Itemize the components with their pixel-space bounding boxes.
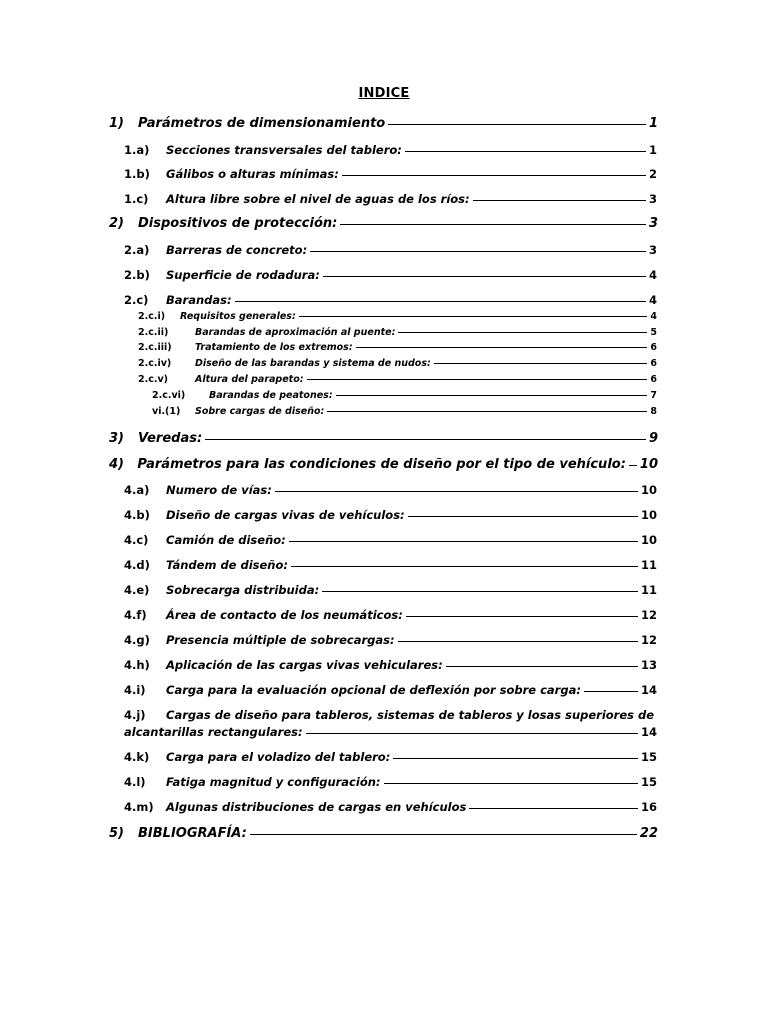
toc-entry-number: 1.b): [124, 167, 150, 181]
toc-entry-text: Barandas de peatones:: [209, 390, 333, 401]
toc-entry[interactable]: [124, 483, 657, 497]
toc-entry-text: Dispositivos de protección:: [138, 216, 338, 231]
toc-leader-line: [342, 175, 646, 176]
toc-entry-number: 4.i): [124, 683, 146, 697]
toc-entry[interactable]: [124, 583, 657, 597]
toc-leader-line: [388, 124, 646, 125]
toc-entry[interactable]: [138, 374, 657, 385]
toc-entry-text: Barandas de aproximación al puente:: [195, 327, 396, 338]
toc-entry-number: 4): [109, 457, 124, 472]
toc-entry-number: 1.c): [124, 192, 149, 206]
toc-page-number: 1: [648, 143, 657, 157]
toc-entry[interactable]: [124, 683, 657, 697]
toc-entry-text: Parámetros de dimensionamiento: [138, 116, 386, 131]
toc-leader-line: [584, 691, 638, 692]
toc-entry[interactable]: [124, 508, 657, 522]
toc-leader-line: [469, 808, 638, 809]
toc-entry-number: vi.(1): [152, 406, 181, 417]
toc-entry-number: 4.l): [124, 775, 146, 789]
toc-leader-line: [408, 516, 638, 517]
toc-leader-line: [299, 316, 648, 317]
toc-entry[interactable]: [138, 358, 657, 369]
toc-page-number: 8: [650, 406, 657, 417]
toc-page-number: 15: [640, 775, 657, 789]
toc-entry[interactable]: [109, 457, 658, 472]
toc-entry[interactable]: [109, 216, 658, 231]
toc-page-number: 12: [640, 633, 657, 647]
toc-leader-line: [473, 200, 646, 201]
toc-entry-number: 2.c.iii): [138, 342, 172, 353]
toc-leader-line: [356, 347, 648, 348]
toc-entry-text: Tratamiento de los extremos:: [195, 342, 353, 353]
toc-entry[interactable]: [124, 268, 657, 282]
toc-entry-text: Altura libre sobre el nivel de aguas de los ríos:: [166, 192, 470, 206]
toc-entry-text: Numero de vías:: [166, 483, 272, 497]
toc-leader-line: [307, 379, 648, 380]
toc-page-number: 6: [650, 342, 657, 353]
toc-entry[interactable]: [124, 558, 657, 572]
toc-page-number: 22: [639, 826, 658, 841]
toc-entry-number: 4.a): [124, 483, 150, 497]
toc-entry-number: 4.k): [124, 750, 150, 764]
toc-entry-text: Aplicación de las cargas vivas vehiculares:: [166, 658, 443, 672]
toc-entry[interactable]: [124, 192, 657, 206]
toc-entry-text: Sobrecarga distribuida:: [166, 583, 320, 597]
toc-entry-number: 5): [109, 826, 124, 841]
toc-page-number: 3: [648, 243, 657, 257]
toc-entry-number: 3): [109, 431, 124, 446]
toc-entry-number: 4.b): [124, 508, 150, 522]
toc-page-number: 4: [648, 293, 657, 307]
toc-page-number: 9: [648, 431, 658, 446]
toc-leader-line: [323, 276, 646, 277]
toc-entry[interactable]: [109, 116, 658, 131]
toc-entry[interactable]: [124, 708, 654, 722]
toc-entry-text: Área de contacto de los neumáticos:: [166, 608, 403, 622]
toc-entry-text: Cargas de diseño para tableros, sistemas de tableros y losas superiores de: [166, 708, 655, 722]
toc-entry-text: Superficie de rodadura:: [166, 268, 320, 282]
toc-entry-text: Diseño de cargas vivas de vehículos:: [166, 508, 405, 522]
toc-entry-text-continued: alcantarillas rectangulares:: [124, 725, 303, 739]
toc-leader-line: [322, 591, 638, 592]
toc-entry-number: 4.g): [124, 633, 150, 647]
toc-entry-text: Barandas:: [166, 293, 232, 307]
toc-page-number: 13: [640, 658, 657, 672]
toc-page-number: 2: [648, 167, 657, 181]
toc-entry-text: Carga para la evaluación opcional de deflexión por sobre carga:: [166, 683, 581, 697]
toc-entry[interactable]: [138, 311, 657, 322]
index-title: INDICE: [358, 86, 410, 101]
toc-entry-text: Carga para el voladizo del tablero:: [166, 750, 391, 764]
toc-leader-line: [289, 541, 638, 542]
toc-entry-text: Barreras de concreto:: [166, 243, 308, 257]
toc-page-number: 10: [639, 457, 658, 472]
toc-leader-line: [310, 251, 646, 252]
toc-leader-line: [327, 411, 647, 412]
toc-page-number: 3: [648, 192, 657, 206]
toc-leader-line: [336, 395, 648, 396]
toc-page-number: 7: [650, 390, 657, 401]
toc-entry[interactable]: [124, 750, 657, 764]
toc-entry-text: Algunas distribuciones de cargas en vehículos: [166, 800, 467, 814]
toc-page-number: 6: [650, 374, 657, 385]
toc-entry[interactable]: [109, 826, 658, 841]
toc-leader-line: [235, 301, 646, 302]
toc-leader-line: [393, 758, 638, 759]
toc-entry-number: 4.c): [124, 533, 149, 547]
toc-entry-number: 2): [109, 216, 124, 231]
toc-page-number: 10: [640, 483, 657, 497]
toc-entry-number: 4.e): [124, 583, 150, 597]
toc-leader-line: [250, 834, 637, 835]
toc-page-number: 10: [640, 533, 657, 547]
toc-entry-number: 4.d): [124, 558, 150, 572]
toc-entry[interactable]: [138, 342, 657, 353]
toc-entry-text: Altura del parapeto:: [195, 374, 304, 385]
toc-entry-number: 2.c): [124, 293, 149, 307]
toc-page-number: 16: [640, 800, 657, 814]
toc-entry[interactable]: [124, 143, 657, 157]
toc-entry-number: 2.c.vi): [152, 390, 186, 401]
toc-entry-number: 2.c.ii): [138, 327, 169, 338]
toc-entry-number: 4.f): [124, 608, 147, 622]
toc-entry-continuation[interactable]: [124, 725, 657, 739]
toc-page-number: 11: [640, 558, 657, 572]
toc-leader-line: [275, 491, 638, 492]
toc-leader-line: [291, 566, 638, 567]
toc-page-number: 14: [640, 683, 657, 697]
toc-leader-line: [398, 641, 638, 642]
toc-entry[interactable]: [124, 293, 657, 307]
toc-page-number: 11: [640, 583, 657, 597]
toc-page-number: 14: [640, 725, 657, 739]
toc-entry-text: Veredas:: [138, 431, 203, 446]
toc-entry[interactable]: [152, 390, 657, 401]
toc-entry[interactable]: [109, 431, 658, 446]
toc-entry-text: Tándem de diseño:: [166, 558, 288, 572]
toc-entry-number: 2.c.v): [138, 374, 168, 385]
toc-entry[interactable]: [124, 243, 657, 257]
toc-entry[interactable]: [124, 167, 657, 181]
toc-entry-number: 4.h): [124, 658, 150, 672]
toc-entry-text: Gálibos o alturas mínimas:: [166, 167, 339, 181]
toc-leader-line: [405, 151, 646, 152]
toc-entry[interactable]: [124, 633, 657, 647]
toc-page-number: 15: [640, 750, 657, 764]
toc-leader-line: [406, 616, 638, 617]
toc-page-number: 3: [648, 216, 658, 231]
toc-entry-number: 1.a): [124, 143, 150, 157]
toc-entry-number: 2.c.iv): [138, 358, 172, 369]
toc-entry[interactable]: [124, 533, 657, 547]
toc-entry-text: Sobre cargas de diseño:: [195, 406, 325, 417]
toc-leader-line: [384, 783, 638, 784]
toc-page-number: 12: [640, 608, 657, 622]
toc-leader-line: [398, 332, 647, 333]
toc-leader-line: [434, 363, 648, 364]
toc-leader-line: [629, 465, 637, 466]
toc-page-number: 1: [648, 116, 658, 131]
toc-entry-text: Parámetros para las condiciones de diseño por el tipo de vehículo:: [137, 457, 626, 472]
toc-entry-text: Camión de diseño:: [166, 533, 286, 547]
toc-entry-number: 2.c.i): [138, 311, 166, 322]
toc-page-number: 4: [648, 268, 657, 282]
toc-page-number: 6: [650, 358, 657, 369]
toc-entry-number: 2.a): [124, 243, 150, 257]
toc-entry[interactable]: [124, 608, 657, 622]
toc-entry[interactable]: [152, 406, 657, 417]
toc-entry[interactable]: [138, 327, 657, 338]
toc-page-number: 5: [650, 327, 657, 338]
toc-entry[interactable]: [124, 658, 657, 672]
toc-page-number: 10: [640, 508, 657, 522]
toc-entry-text: Fatiga magnitud y configuración:: [166, 775, 381, 789]
toc-leader-line: [446, 666, 638, 667]
toc-entry-text: Secciones transversales del tablero:: [166, 143, 402, 157]
toc-entry-number: 4.j): [124, 708, 146, 722]
toc-leader-line: [340, 224, 646, 225]
toc-leader-line: [306, 733, 638, 734]
toc-page-number: 4: [650, 311, 657, 322]
toc-entry-text: Diseño de las barandas y sistema de nudos:: [195, 358, 431, 369]
toc-entry[interactable]: [124, 775, 657, 789]
toc-leader-line: [205, 439, 646, 440]
toc-entry-text: BIBLIOGRAFÍA:: [138, 826, 247, 841]
toc-entry-text: Requisitos generales:: [180, 311, 296, 322]
toc-entry[interactable]: [124, 800, 657, 814]
toc-entry-number: 2.b): [124, 268, 150, 282]
toc-entry-number: 1): [109, 116, 124, 131]
toc-entry-number: 4.m): [124, 800, 154, 814]
toc-entry-text: Presencia múltiple de sobrecargas:: [166, 633, 395, 647]
